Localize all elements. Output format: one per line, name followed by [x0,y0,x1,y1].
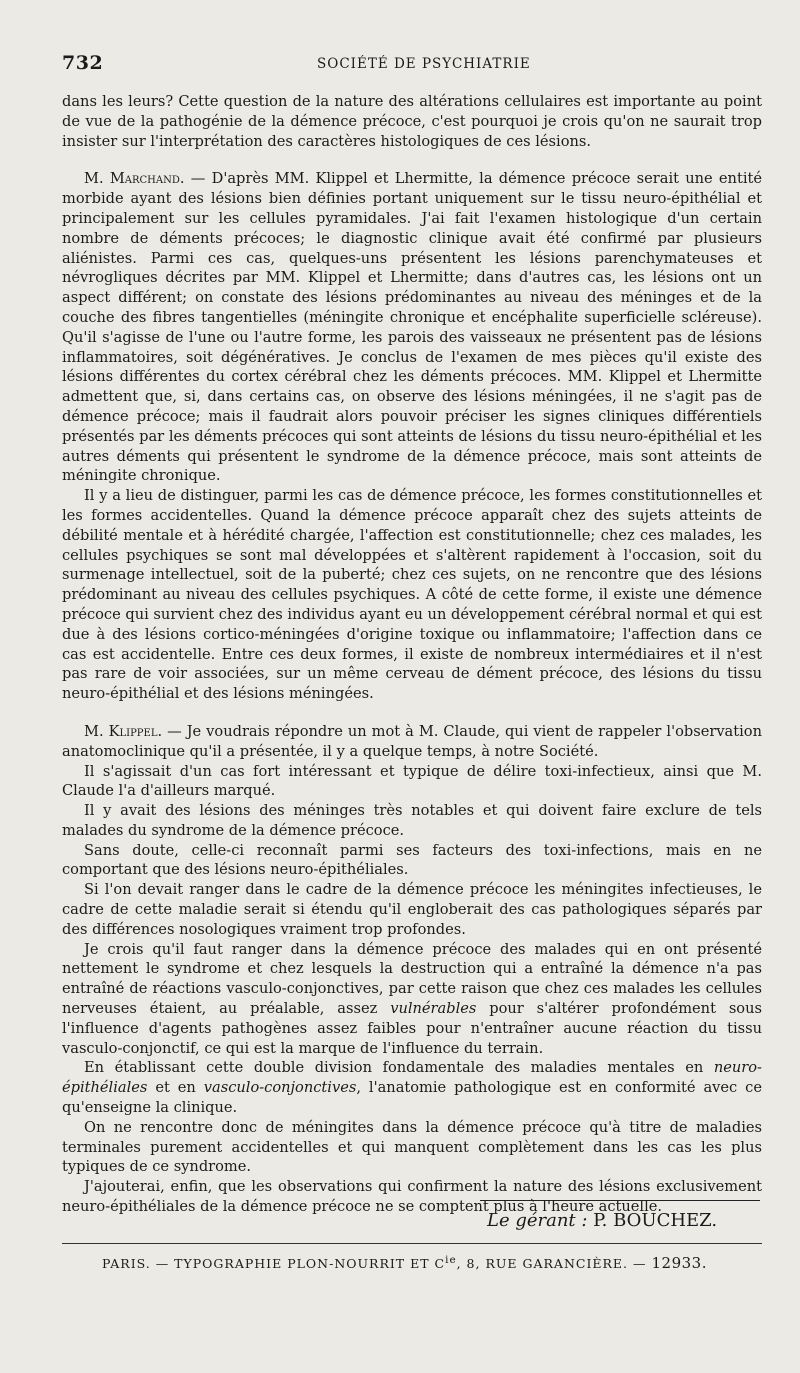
paragraph: Sans doute, celle-ci reconnaît parmi ses facteurs des toxi-infections, mais en ne comportant que des lésions neuro-épithéliales. [62,841,762,879]
italic-term: vasculo-conjonctives [203,1079,357,1097]
paragraph-continuation: dans les leurs? Cette question de la nature des altérations cellulaires est importante au point de vue de la pathogénie de la démence précoce, c'est pourquoi je crois qu'on ne saurait trop insister sur l'interprétation des caractères histologiques de ces lésions. [62,93,762,150]
paragraph: Si l'on devait ranger dans le cadre de la démence précoce les méningites infectieuses, le cadre de cette maladie serait si étendu qu'il engloberait des cas pathologiques séparés par des différences nosologiques vraiment trop profondes. [62,881,762,938]
text-run: pour s'altérer profondément sous l'influence d'agents pathogènes assez faibles pour n'entraîner aucune réaction du tissu vasculo-conjonctif, ce qui est la marque de l'influence du terrain. [62,1000,762,1057]
paragraph [62,1058,762,1117]
paragraph-klippel [62,722,762,762]
signature-label: Le gérant : [487,1210,588,1231]
text-run: , l'anatomie pathologique est en conformité avec ce qu'enseigne la clinique. [62,1079,762,1117]
paragraph: On ne rencontre donc de méningites dans la démence précoce qu'à titre de maladies terminales purement accidentelles et qui manquent complètement dans les cas les plus typiques de ce syndrome. [62,1118,762,1176]
text-run: Je crois qu'il faut ranger dans la démence précoce des malades qui en ont présenté nettement le syndrome et chez lesquels la destruction qui a entraîné la démence n'a pas entraîné de réactions vasculo-conjonctives, par cette raison que chez ces malades les cellules nerveuses étaient, au préalable, assez [62,940,762,1018]
journal-title: SOCIÉTÉ DE PSYCHIATRIE [317,56,531,72]
paragraph: Il y a lieu de distinguer, parmi les cas de démence précoce, les formes constitutionnelles et les formes accidentelles. Quand la démence précoce apparaît chez des sujets atteints de débilité mentale et à hérédité chargée, l'affection est constitutionnelle; chez ces malades, les cellules psychiques se sont mal développées et s'altèrent rapidement à l'occasion, soit du surmenage intellectuel, soit de la puberté; chez ces sujets, on ne rencontre que des lésions prédominant au niveau des cellules psychiques. A côté de cette forme, il existe une démence précoce qui survient chez des individus ayant eu un développement cérébral normal et qui est due à des lésions cortico-méningées d'origine toxique ou inflammatoire; l'affection dans ce cas est accidentelle. Entre ces deux formes, il existe de nombreux intermédiaires et il n'est pas rare de voir associées, sur un même cerveau de dément précoce, des lésions du tissu neuro-épithélial et des lésions méningées. [62,487,762,703]
paragraph: Il y avait des lésions des méninges très notables et qui doivent faire exclure de tels malades du syndrome de la démence précoce. [62,802,762,839]
text-run: En établissant cette double division fondamentale des maladies mentales en [84,1059,714,1077]
speaker-name: M. Klippel. [84,722,163,740]
italic-term: vulnérables [390,1000,477,1018]
paragraph [62,940,762,1059]
text-run: et en [147,1079,204,1097]
printer-imprint [102,1254,707,1272]
speaker-name: M. Marchand. [84,170,185,188]
signature-name: P. BOUCHEZ. [587,1210,718,1231]
imprint-superscript: ie [445,1254,457,1266]
signature [487,1210,717,1231]
italic-term: neuro-épithéliales [62,1059,762,1097]
paragraph: Il s'agissait d'un cas fort intéressant et typique de délire toxi-infectieux, ainsi que M. Claude l'a d'ailleurs marqué. [62,762,762,800]
imprint-text: , 8, RUE GARANCIÈRE. — [456,1256,652,1272]
body-text [62,92,762,1217]
imprint-number: 12933. [651,1254,707,1273]
paragraph-text: — D'après MM. Klippel et Lhermitte, la démence précoce serait une entité morbide ayant des lésions bien définies portant uniquement sur le tissu neuro-épithélial et principalement sur les cellules pyramidales. J'ai fait l'examen histologique d'un certain nombre de déments précoces; le diagnostic clinique avait été confirmé par plusieurs aliénistes. Parmi ces cas, quelques-uns présentent les lésions parenchymateuses et névrogliques décrites par MM. Klippel et Lhermitte; dans d'autres cas, les lésions ont un aspect différent; on constate des lésions prédominantes au niveau des méninges et de la couche des fibres tangentielles (méningite chronique et encéphalite superficielle scléreuse). Qu'il s'agisse de l'une ou l'autre forme, les parois des vaisseaux ne présentent pas de lésions inflammatoires, soit dégénératives. Je conclus de l'examen de mes pièces qu'il existe des lésions différentes du cortex cérébral chez les déments précoces. MM. Klippel et Lhermitte admettent que, si, dans certains cas, on observe des lésions méningées, il ne s'agit pas de démence précoce; mais il faudrait alors pouvoir préciser les signes cliniques différentiels présentés par les déments précoces qui sont atteints de lésions du tissu neuro-épithélial et les autres déments qui présentent le syndrome de la démence précoce, mais sont atteints de méningite chronique. [62,170,762,485]
paragraph: J'ajouterai, enfin, que les observations qui confirment la nature des lésions exclusivement neuro-épithéliales de la démence précoce ne se comptent plus à l'heure actuelle. [62,1178,762,1216]
running-head [62,52,760,74]
paragraph-text: — Je voudrais répondre un mot à M. Claude, qui vient de rappeler l'observation anatomoclinique qu'il a présentée, il y a quelque temps, à notre Société. [62,722,762,760]
paragraph-marchand [62,169,762,486]
page-number: 732 [62,52,104,74]
imprint-text: PARIS. — TYPOGRAPHIE PLON-NOURRIT ET C [102,1256,446,1272]
signature-rule [480,1200,760,1201]
footer-rule [62,1243,762,1244]
